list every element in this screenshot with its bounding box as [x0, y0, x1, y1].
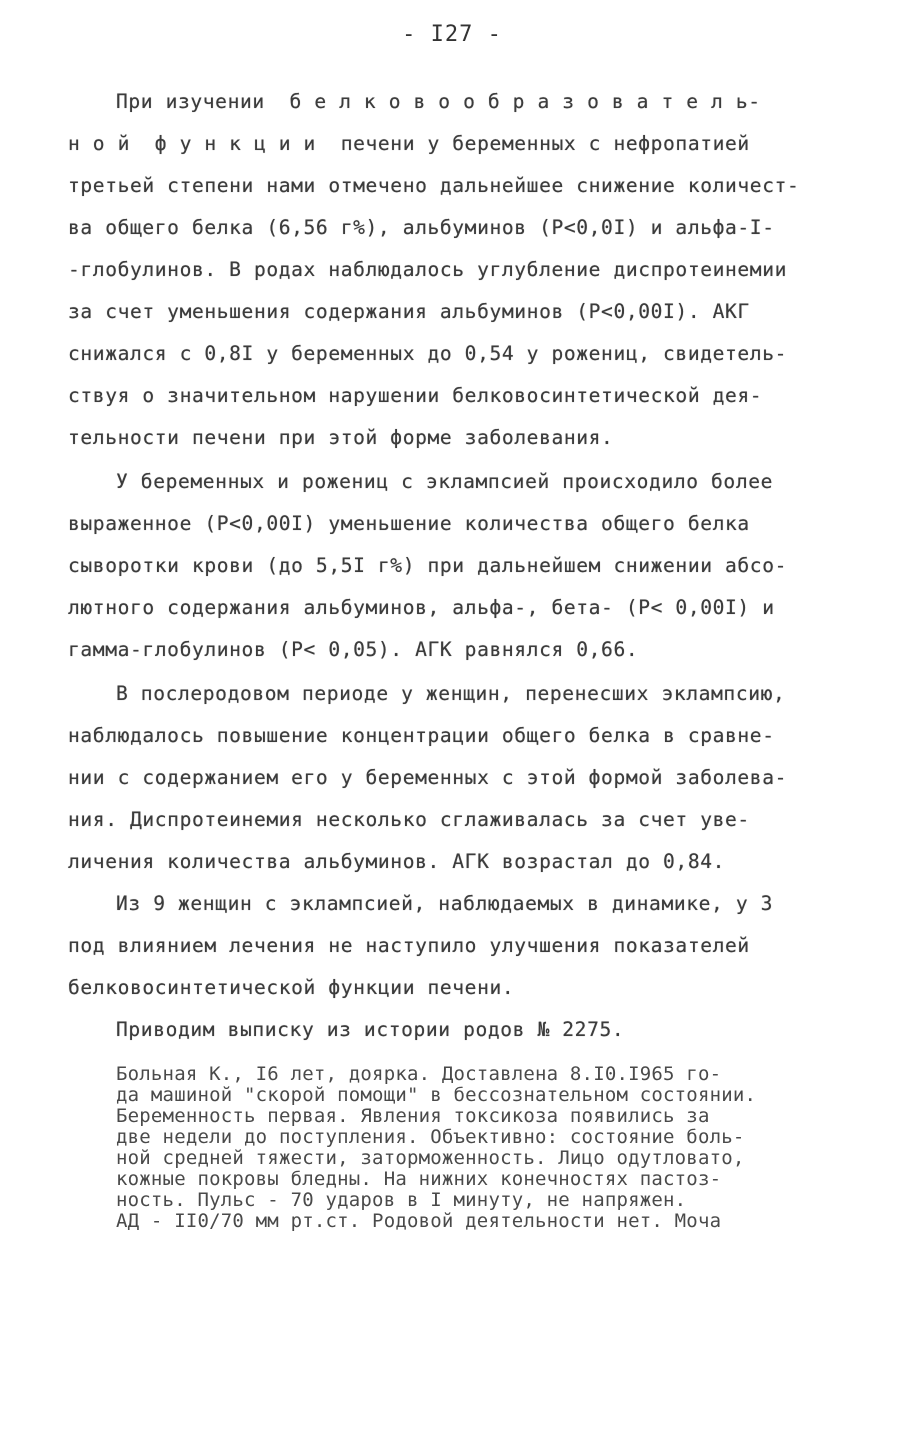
text-line: н о й ф у н к ц и и печени у беременных с нефропатией — [68, 132, 750, 155]
text-line: наблюдалось повышение концентрации общего белка в сравне- — [68, 724, 775, 747]
text-line: ной средней тяжести, заторможенность. Лицо одутловато, — [116, 1147, 745, 1169]
text-line: -глобулинов. В родах наблюдалось углубление диспротеинемии — [68, 258, 787, 281]
text-line: третьей степени нами отмечено дальнейшее снижение количест- — [68, 174, 800, 197]
text-line: При изучении б е л к о в о о б р а з о в а т е л ь- — [116, 90, 761, 113]
text-line: У беременных и рожениц с эклампсией происходило более — [116, 470, 774, 493]
text-line: АД - II0/70 мм рт.ст. Родовой деятельности нет. Моча — [116, 1210, 722, 1232]
text-line: Приводим выписку из истории родов № 2275. — [116, 1018, 625, 1041]
text-line: Больная К., I6 лет, доярка. Доставлена 8.I0.I965 го- — [116, 1063, 722, 1085]
text-line: да машиной "скорой помощи" в бессознательном состоянии. — [116, 1084, 757, 1106]
text-line: ствуя о значительном нарушении белковосинтетической дея- — [68, 384, 763, 407]
text-line: под влиянием лечения не наступило улучшения показателей — [68, 934, 750, 957]
text-line: Беременность первая. Явления токсикоза появились за — [116, 1105, 710, 1127]
text-line: сыворотки крови (до 5,5I г%) при дальнейшем снижении абсо- — [68, 554, 787, 577]
text-line: Из 9 женщин с эклампсией, наблюдаемых в динамике, у 3 — [116, 892, 774, 915]
text-line: ва общего белка (6,56 г%), альбуминов (P<0,0I) и альфа-I- — [68, 216, 775, 239]
text-line: В послеродовом периоде у женщин, перенесших эклампсию, — [116, 682, 786, 705]
text-line: две недели до поступления. Объективно: состояние боль- — [116, 1126, 745, 1148]
text-line: кожные покровы бледны. На нижних конечностях пастоз- — [116, 1168, 722, 1190]
text-line: выраженное (P<0,00I) уменьшение количества общего белка — [68, 512, 750, 535]
text-line: гамма-глобулинов (P< 0,05). АГК равнялся 0,66. — [68, 638, 639, 661]
page-number: - I27 - — [402, 22, 502, 47]
text-line: за счет уменьшения содержания альбуминов (P<0,00I). АКГ — [68, 300, 750, 323]
text-line: лютного содержания альбуминов, альфа-, бета- (P< 0,00I) и — [68, 596, 775, 619]
text-line: ность. Пульс - 70 ударов в I минуту, не напряжен. — [116, 1189, 687, 1211]
text-line: белковосинтетической функции печени. — [68, 976, 515, 999]
text-line: снижался с 0,8I у беременных до 0,54 у рожениц, свидетель- — [68, 342, 787, 365]
text-line: тельности печени при этой форме заболевания. — [68, 426, 614, 449]
text-line: ния. Диспротеинемия несколько сглаживалась за счет уве- — [68, 808, 750, 831]
text-line: личения количества альбуминов. АГК возрастал до 0,84. — [68, 850, 726, 873]
text-line: нии с содержанием его у беременных с этой формой заболева- — [68, 766, 787, 789]
